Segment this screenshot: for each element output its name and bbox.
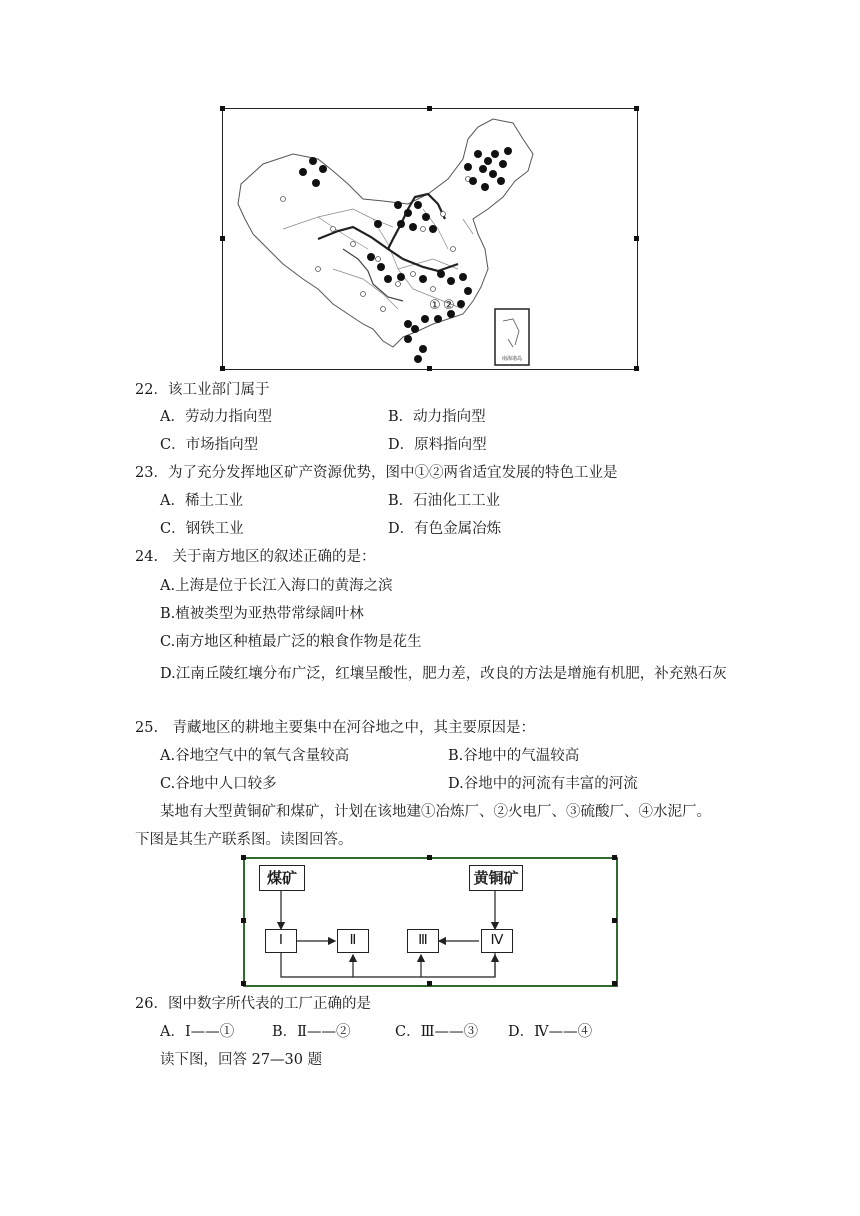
circled-label-1: ① [429,298,441,313]
q23-option-d: D．有色金属冶炼 [388,521,502,537]
china-map-figure [222,108,638,370]
q26-option-a: A．Ⅰ——① [160,1024,235,1040]
china-map-image [223,109,637,369]
q23-option-a: A．稀土工业 [160,493,243,509]
q25-stem: 25. 青藏地区的耕地主要集中在河谷地之中，其主要原因是： [135,720,536,736]
q25-option-c: C.谷地中人口较多 [160,776,277,792]
bold-boundary [318,194,458,271]
q26-option-b: B．Ⅱ——② [272,1024,351,1040]
circled-label-2: ② [443,298,455,313]
q25-option-a: A.谷地空气中的氧气含量较高 [160,748,350,764]
q22-option-a: A．劳动力指向型 [160,409,272,425]
q24-option-b: B.植被类型为亚热带常绿阔叶林 [160,606,364,622]
china-outline [238,119,533,347]
industry-dots [299,147,512,363]
node-4-box: Ⅳ [481,929,513,953]
section-instruction: 读下图，回答 27—30 题 [160,1052,323,1068]
q25-option-d: D.谷地中的河流有丰富的河流 [448,776,638,792]
q24-option-d: D.江南丘陵红壤分布广泛，红壤呈酸性，肥力差，改良的方法是增施有机肥，补充熟石灰 [160,666,727,682]
q25-option-b: B.谷地中的气温较高 [448,748,580,764]
q26-stem: 26．图中数字所代表的工厂正确的是 [135,996,371,1012]
q22-option-c: C．市场指向型 [160,437,259,453]
production-flow-diagram [243,857,618,987]
q26-option-c: C．Ⅲ——③ [395,1024,479,1040]
node-3-box: Ⅲ [407,929,439,953]
node-1-box: Ⅰ [265,929,297,953]
q23-stem: 23．为了充分发挥地区矿产资源优势，图中①②两省适宜发展的特色工业是 [135,465,618,481]
q26-option-d: D．Ⅳ——④ [508,1024,593,1040]
q22-stem: 22．该工业部门属于 [135,382,270,398]
q22-option-b: B．动力指向型 [388,409,486,425]
q24-stem: 24. 关于南方地区的叙述正确的是： [135,549,376,565]
q24-option-c: C.南方地区种植最广泛的粮食作物是花生 [160,634,422,650]
q22-option-d: D．原料指向型 [388,437,487,453]
node-2-box: Ⅱ [337,929,369,953]
coal-mine-box: 煤矿 [259,865,305,891]
q24-option-a: A.上海是位于长江入海口的黄海之滨 [160,578,393,594]
intro-line-2: 下图是其生产联系图。读图回答。 [135,832,353,848]
inset-caption: 南海诸岛 [502,356,523,362]
q23-option-c: C．钢铁工业 [160,521,244,537]
intro-line-1: 某地有大型黄铜矿和煤矿，计划在该地建①冶炼厂、②火电厂、③硫酸厂、④水泥厂。 [160,804,711,820]
copper-mine-box: 黄铜矿 [469,865,523,891]
q23-option-b: B．石油化工工业 [388,493,501,509]
